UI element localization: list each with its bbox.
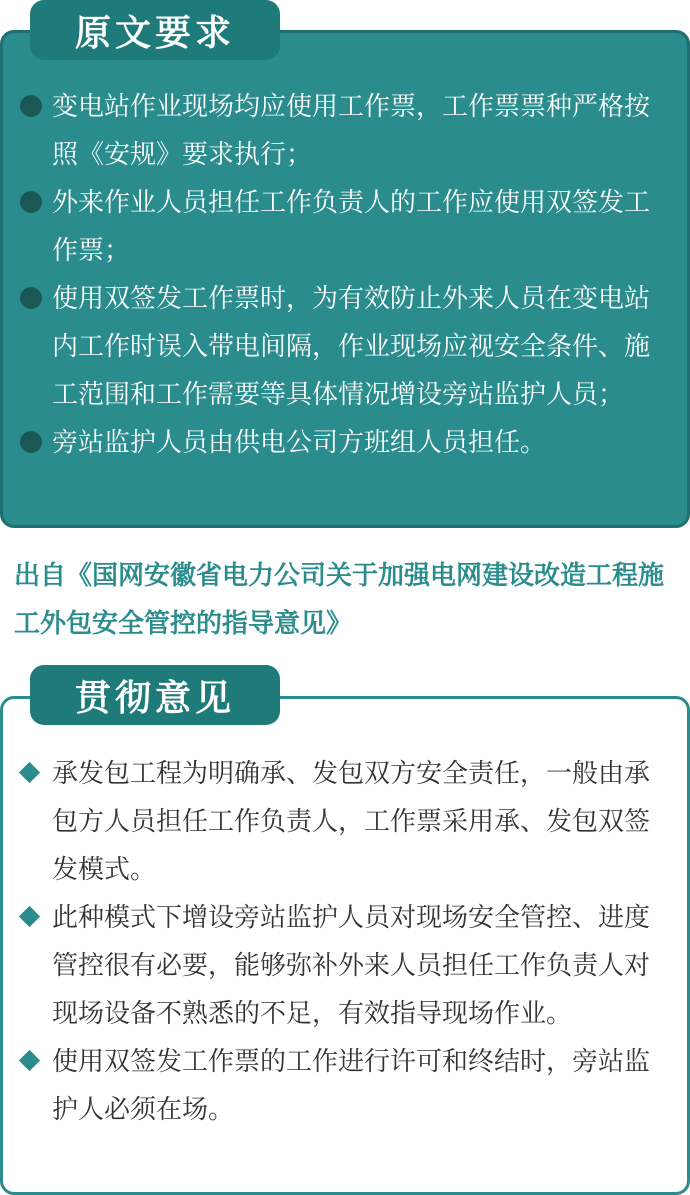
- bullet-dot-icon: [20, 287, 42, 309]
- list-item: [0, 1038, 690, 1134]
- diamond-bullet-icon: [19, 1050, 40, 1071]
- source-citation: 出自《国网安徽省电力公司关于加强电网建设改造工程施工外包安全管控的指导意见》: [14, 561, 665, 639]
- list-item-text: 旁站监护人员由供电公司方班组人员担任。: [52, 428, 547, 458]
- list-item-text: 使用双签发工作票时，为有效防止外来人员在变电站内工作时误入带电间隔，作业现场应视安全条件、施工范围和工作需要等具体情况增设旁站监护人员；: [52, 284, 651, 410]
- list-item: [0, 83, 690, 179]
- requirements-title: 原文要求: [30, 0, 280, 60]
- list-item-text: 外来作业人员担任工作负责人的工作应使用双签发工作票；: [52, 188, 651, 266]
- diamond-bullet-icon: [19, 762, 40, 783]
- requirements-list: [0, 83, 690, 467]
- list-item-text: 使用双签发工作票的工作进行许可和终结时，旁站监护人必须在场。: [52, 1047, 651, 1125]
- list-item: [0, 750, 690, 894]
- diamond-bullet-icon: [19, 906, 40, 927]
- list-item-text: 承发包工程为明确承、发包双方安全责任，一般由承包方人员担任工作负责人，工作票采用承、发包双签发模式。: [52, 759, 651, 885]
- bullet-dot-icon: [20, 431, 42, 453]
- list-item: [0, 894, 690, 1038]
- list-item: [0, 179, 690, 275]
- bullet-dot-icon: [20, 95, 42, 117]
- list-item-text: 变电站作业现场均应使用工作票，工作票票种严格按照《安规》要求执行；: [52, 92, 651, 170]
- list-item-text: 此种模式下增设旁站监护人员对现场安全管控、进度管控很有必要，能够弥补外来人员担任工作负责人对现场设备不熟悉的不足，有效指导现场作业。: [52, 903, 651, 1029]
- implementation-title: 贯彻意见: [30, 665, 280, 725]
- implementation-list: [0, 750, 690, 1134]
- list-item: [0, 275, 690, 419]
- bullet-dot-icon: [20, 191, 42, 213]
- list-item: [0, 419, 690, 467]
